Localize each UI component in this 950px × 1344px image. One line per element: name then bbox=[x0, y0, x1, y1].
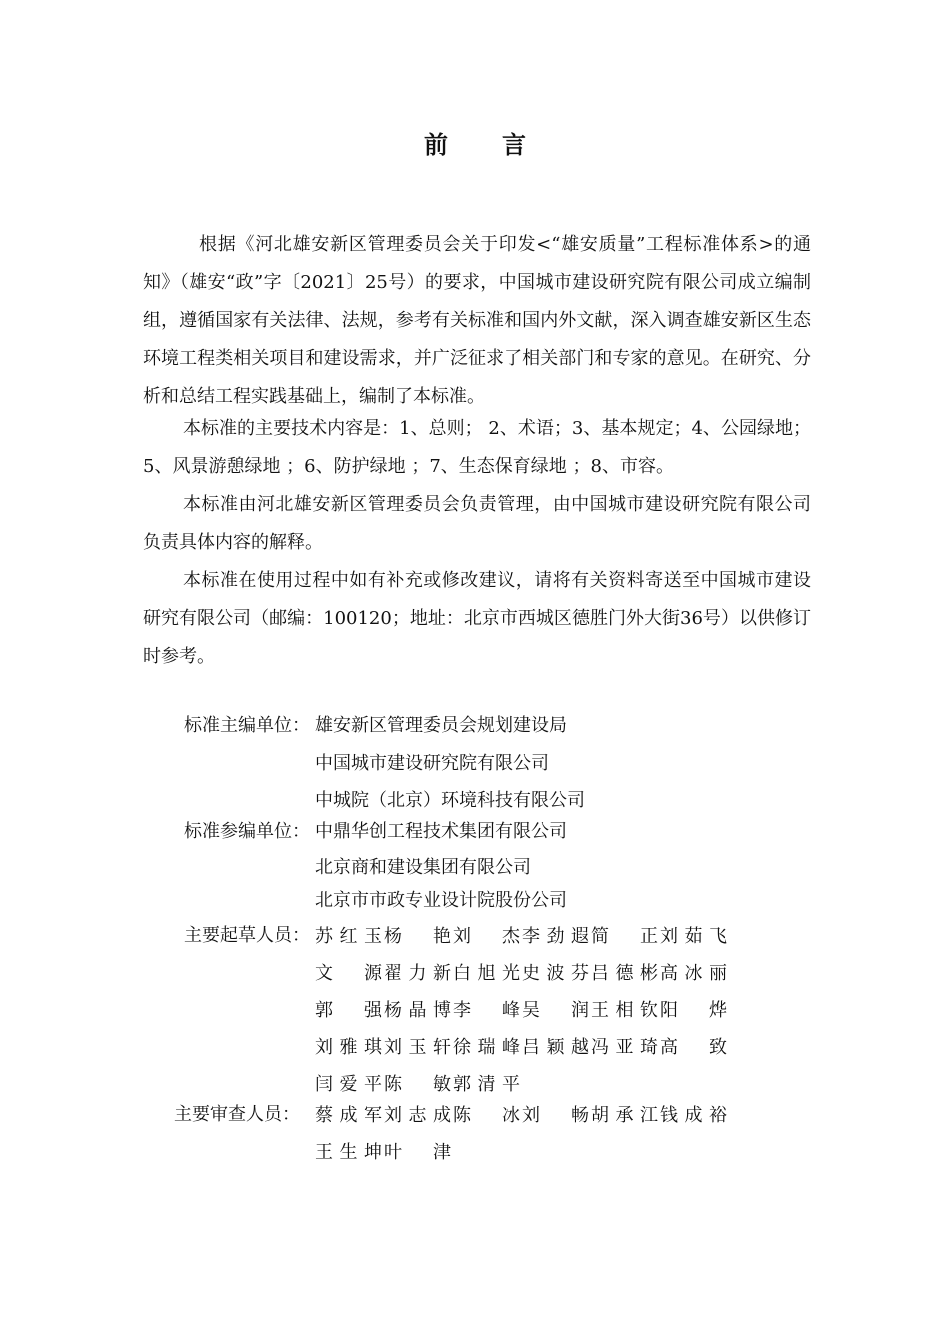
drafters-name: 文 源 bbox=[315, 963, 382, 984]
drafters-name: 白旭光 bbox=[453, 963, 520, 984]
drafters-name: 吕颖越 bbox=[522, 1037, 589, 1058]
drafters-name: 刘茹飞 bbox=[660, 926, 727, 947]
reviewers-name: 钱成裕 bbox=[660, 1105, 727, 1126]
drafters-name: 郭 强 bbox=[315, 1000, 382, 1021]
reviewers-name: 刘志成 bbox=[384, 1105, 451, 1126]
reviewers-list bbox=[315, 1097, 729, 1171]
page-title: 前言 bbox=[424, 130, 580, 159]
chief-units-label: 标准主编单位： bbox=[184, 715, 310, 736]
drafters-name: 简 正 bbox=[591, 926, 658, 947]
participating-unit-3: 北京市市政专业设计院股份公司 bbox=[315, 890, 567, 911]
drafters-name: 阳 烨 bbox=[660, 1000, 727, 1021]
reviewers-name: 刘 畅 bbox=[522, 1105, 589, 1126]
reviewers-row bbox=[315, 1134, 729, 1171]
drafters-name: 王相钦 bbox=[591, 1000, 658, 1021]
reviewers-name: 叶 津 bbox=[384, 1142, 451, 1163]
drafters-row bbox=[315, 992, 729, 1029]
drafters-name: 吴 润 bbox=[522, 1000, 589, 1021]
preface-paragraph-3: 本标准由河北雄安新区管理委员会负责管理，由中国城市建设研究院有限公司负责具体内容的解释。 bbox=[143, 494, 811, 553]
drafters-name: 吕德彬 bbox=[591, 963, 658, 984]
drafters-name: 李 峰 bbox=[453, 1000, 520, 1021]
drafters-row bbox=[315, 918, 729, 955]
reviewers-name: 胡承江 bbox=[591, 1105, 658, 1126]
drafters-name: 史波芬 bbox=[522, 963, 589, 984]
chief-unit-2: 中国城市建设研究院有限公司 bbox=[315, 753, 549, 774]
participating-unit-1: 中鼎华创工程技术集团有限公司 bbox=[315, 821, 567, 842]
reviewers-label: 主要审查人员： bbox=[174, 1104, 300, 1125]
drafters-name: 陈 敏 bbox=[384, 1074, 451, 1095]
preface-paragraph-4: 本标准在使用过程中如有补充或修改建议，请将有关资料寄送至中国城市建设研究有限公司（邮编：100120；地址：北京市西城区德胜门外大街36号）以供修订时参考。 bbox=[143, 570, 811, 667]
drafters-name: 高 致 bbox=[660, 1037, 727, 1058]
reviewers-row bbox=[315, 1097, 729, 1134]
reviewers-name: 蔡成军 bbox=[315, 1105, 382, 1126]
drafters-name: 高冰丽 bbox=[660, 963, 727, 984]
preface-paragraph-2: 本标准的主要技术内容是：1、总则； 2、术语；3、基本规定；4、公园绿地；5、风景游憩绿地 ；6、防护绿地 ；7、生态保育绿地 ；8、市容。 bbox=[143, 418, 811, 477]
drafters-name: 冯亚琦 bbox=[591, 1037, 658, 1058]
drafters-row bbox=[315, 955, 729, 992]
preface-paragraph-1: 根据《河北雄安新区管理委员会关于印发<“雄安质量”工程标准体系>的通知》（雄安“政”字〔2021〕25号）的要求，中国城市建设研究院有限公司成立编制组，遵循国家有关法律、法规，参考有关标准和国内外文献，深入调查雄安新区生态环境工程类相关项目和建设需求，并广泛征求了相关部门和专家的意见。在研究、分析和总结工程实践基础上，编制了本标准。 bbox=[143, 234, 811, 407]
drafters-row bbox=[315, 1029, 729, 1066]
participating-units-label: 标准参编单位： bbox=[184, 821, 310, 842]
drafters-name: 苏红玉 bbox=[315, 926, 382, 947]
drafters-name: 刘玉轩 bbox=[384, 1037, 451, 1058]
drafters-name: 刘雅琪 bbox=[315, 1037, 382, 1058]
drafters-name: 刘 杰 bbox=[453, 926, 520, 947]
reviewers-name: 陈 冰 bbox=[453, 1105, 520, 1126]
drafters-list bbox=[315, 918, 729, 1103]
drafters-name: 郭清平 bbox=[453, 1074, 520, 1095]
participating-unit-2: 北京商和建设集团有限公司 bbox=[315, 857, 531, 878]
drafters-name: 翟力新 bbox=[384, 963, 451, 984]
chief-unit-3: 中城院（北京）环境科技有限公司 bbox=[315, 790, 585, 811]
reviewers-name: 王生坤 bbox=[315, 1142, 382, 1163]
chief-unit-1: 雄安新区管理委员会规划建设局 bbox=[315, 715, 567, 736]
drafters-name: 闫爱平 bbox=[315, 1074, 382, 1095]
drafters-name: 杨 艳 bbox=[384, 926, 451, 947]
drafters-name: 李劲遐 bbox=[522, 926, 589, 947]
drafters-label: 主要起草人员： bbox=[184, 925, 310, 946]
drafters-name: 徐瑞峰 bbox=[453, 1037, 520, 1058]
drafters-name: 杨晶博 bbox=[384, 1000, 451, 1021]
